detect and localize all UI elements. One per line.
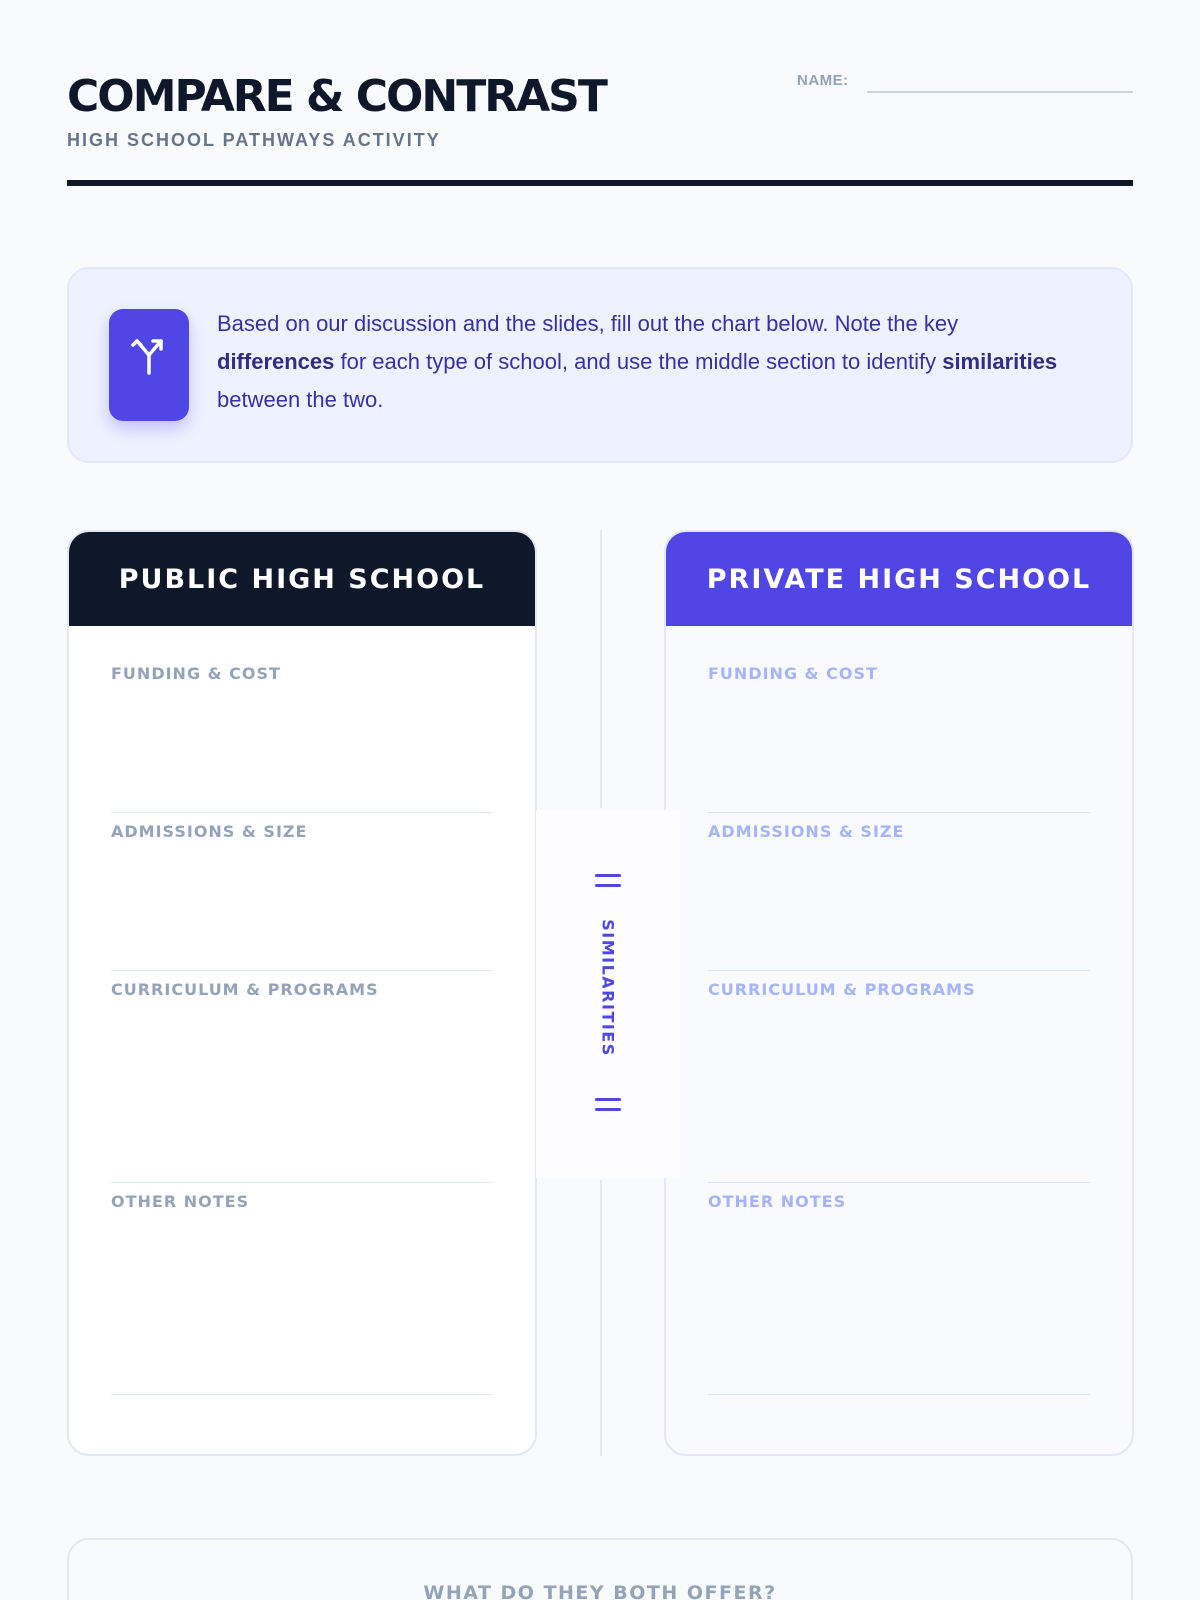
header [67, 70, 1133, 151]
emphasis-differences: differences [217, 349, 335, 374]
shared-offerings-box[interactable] [67, 1538, 1133, 1600]
emphasis-similarities: similarities [942, 349, 1058, 374]
field-label: OTHER NOTES [708, 1192, 847, 1211]
instructions-text: Based on our discussion and the slides, fill out the chart below. Note the key differences for each type of school, and use the middle section to identify similarities between the two. [217, 311, 1058, 412]
private-school-column [664, 530, 1134, 1456]
shared-offerings-title: WHAT DO THEY BOTH OFFER? [423, 1582, 777, 1600]
field-label: CURRICULUM & PROGRAMS [708, 980, 976, 999]
public-field-admissions[interactable] [111, 822, 493, 982]
public-school-column [67, 530, 537, 1456]
equals-icon [595, 874, 621, 894]
page-subtitle: HIGH SCHOOL PATHWAYS ACTIVITY [67, 130, 441, 150]
header-divider [67, 180, 1133, 186]
public-school-title: PUBLIC HIGH SCHOOL [69, 532, 535, 626]
name-label: NAME: [797, 72, 849, 89]
field-label: ADMISSIONS & SIZE [708, 822, 905, 841]
instructions-box [67, 267, 1133, 463]
public-field-curriculum[interactable] [111, 980, 493, 1192]
private-field-curriculum[interactable] [708, 980, 1090, 1192]
field-label: FUNDING & COST [708, 664, 878, 683]
divider-line-bottom [600, 1180, 602, 1456]
private-field-funding[interactable] [708, 664, 1090, 824]
page-title: COMPARE & CONTRAST [67, 71, 606, 122]
field-label: FUNDING & COST [111, 664, 281, 683]
field-label: OTHER NOTES [111, 1192, 250, 1211]
field-label: CURRICULUM & PROGRAMS [111, 980, 379, 999]
field-label: ADMISSIONS & SIZE [111, 822, 308, 841]
public-field-other[interactable] [111, 1192, 493, 1404]
private-school-title: PRIVATE HIGH SCHOOL [666, 532, 1132, 626]
split-arrow-icon [109, 309, 189, 421]
divider-line-top [600, 530, 602, 808]
similarities-label: SIMILARITIES [598, 919, 618, 1057]
equals-icon [595, 1098, 621, 1118]
similarities-section[interactable] [536, 810, 680, 1178]
private-field-other[interactable] [708, 1192, 1090, 1404]
name-field-group [797, 70, 1133, 96]
private-field-admissions[interactable] [708, 822, 1090, 982]
name-input-line[interactable] [867, 91, 1133, 93]
public-field-funding[interactable] [111, 664, 493, 824]
